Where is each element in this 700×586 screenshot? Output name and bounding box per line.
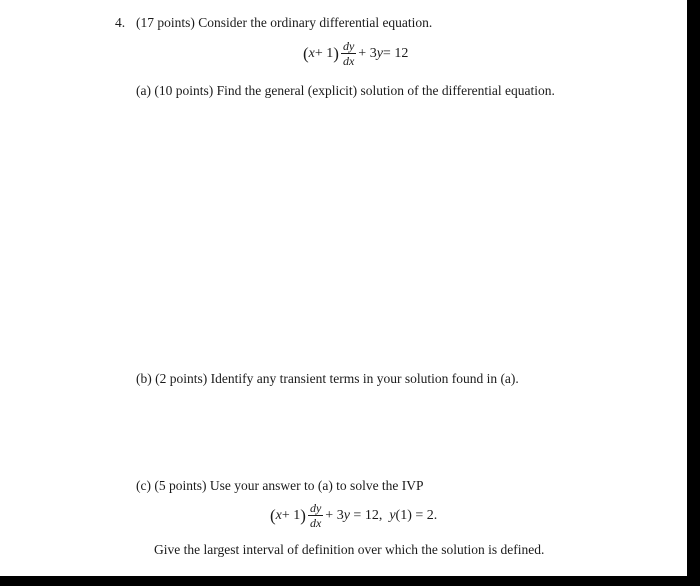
problem-number: 4. xyxy=(115,15,126,30)
ivp-left-paren: ( xyxy=(270,506,276,525)
problem-statement: (17 points) Consider the ordinary differential equation. xyxy=(136,15,433,30)
ivp-right-paren: ) xyxy=(300,506,306,525)
main-equation xyxy=(303,40,408,67)
part-a-text: (a) (10 points) Find the general (explicit) solution of the differential equation. xyxy=(136,83,555,98)
equation-left-paren: ( xyxy=(303,44,309,63)
ivp-x: x xyxy=(275,507,282,523)
right-edge-border xyxy=(687,0,700,586)
fraction-numerator: dy xyxy=(342,39,355,53)
ivp-plus-one: + 1 xyxy=(281,507,301,523)
ivp-initial-y: y xyxy=(389,507,396,523)
ivp-equals-twelve: = 12, xyxy=(349,507,390,523)
part-c-followup: Give the largest interval of definition over which the solution is defined. xyxy=(154,542,545,557)
equation-right-paren: ) xyxy=(333,44,339,63)
ivp-equation xyxy=(270,502,437,529)
derivative-fraction xyxy=(341,40,356,67)
part-c-text: (c) (5 points) Use your answer to (a) to solve the IVP xyxy=(136,478,424,493)
fraction-denominator: dx xyxy=(342,54,355,68)
equation-plus-one: + 1 xyxy=(314,45,334,61)
ivp-derivative-fraction xyxy=(308,502,323,529)
equation-x: x xyxy=(308,45,315,61)
equation-plus-three: + 3 xyxy=(358,45,377,61)
ivp-fraction-denominator: dx xyxy=(309,516,322,530)
ivp-plus-three: + 3 xyxy=(325,507,344,523)
part-b-text: (b) (2 points) Identify any transient terms in your solution found in (a). xyxy=(136,371,519,386)
ivp-initial-condition: (1) = 2. xyxy=(395,507,438,523)
equation-y: y xyxy=(376,45,383,61)
bottom-edge-border xyxy=(0,576,700,586)
equation-rhs: = 12 xyxy=(382,45,409,61)
ivp-y: y xyxy=(343,507,350,523)
ivp-fraction-numerator: dy xyxy=(309,501,322,515)
